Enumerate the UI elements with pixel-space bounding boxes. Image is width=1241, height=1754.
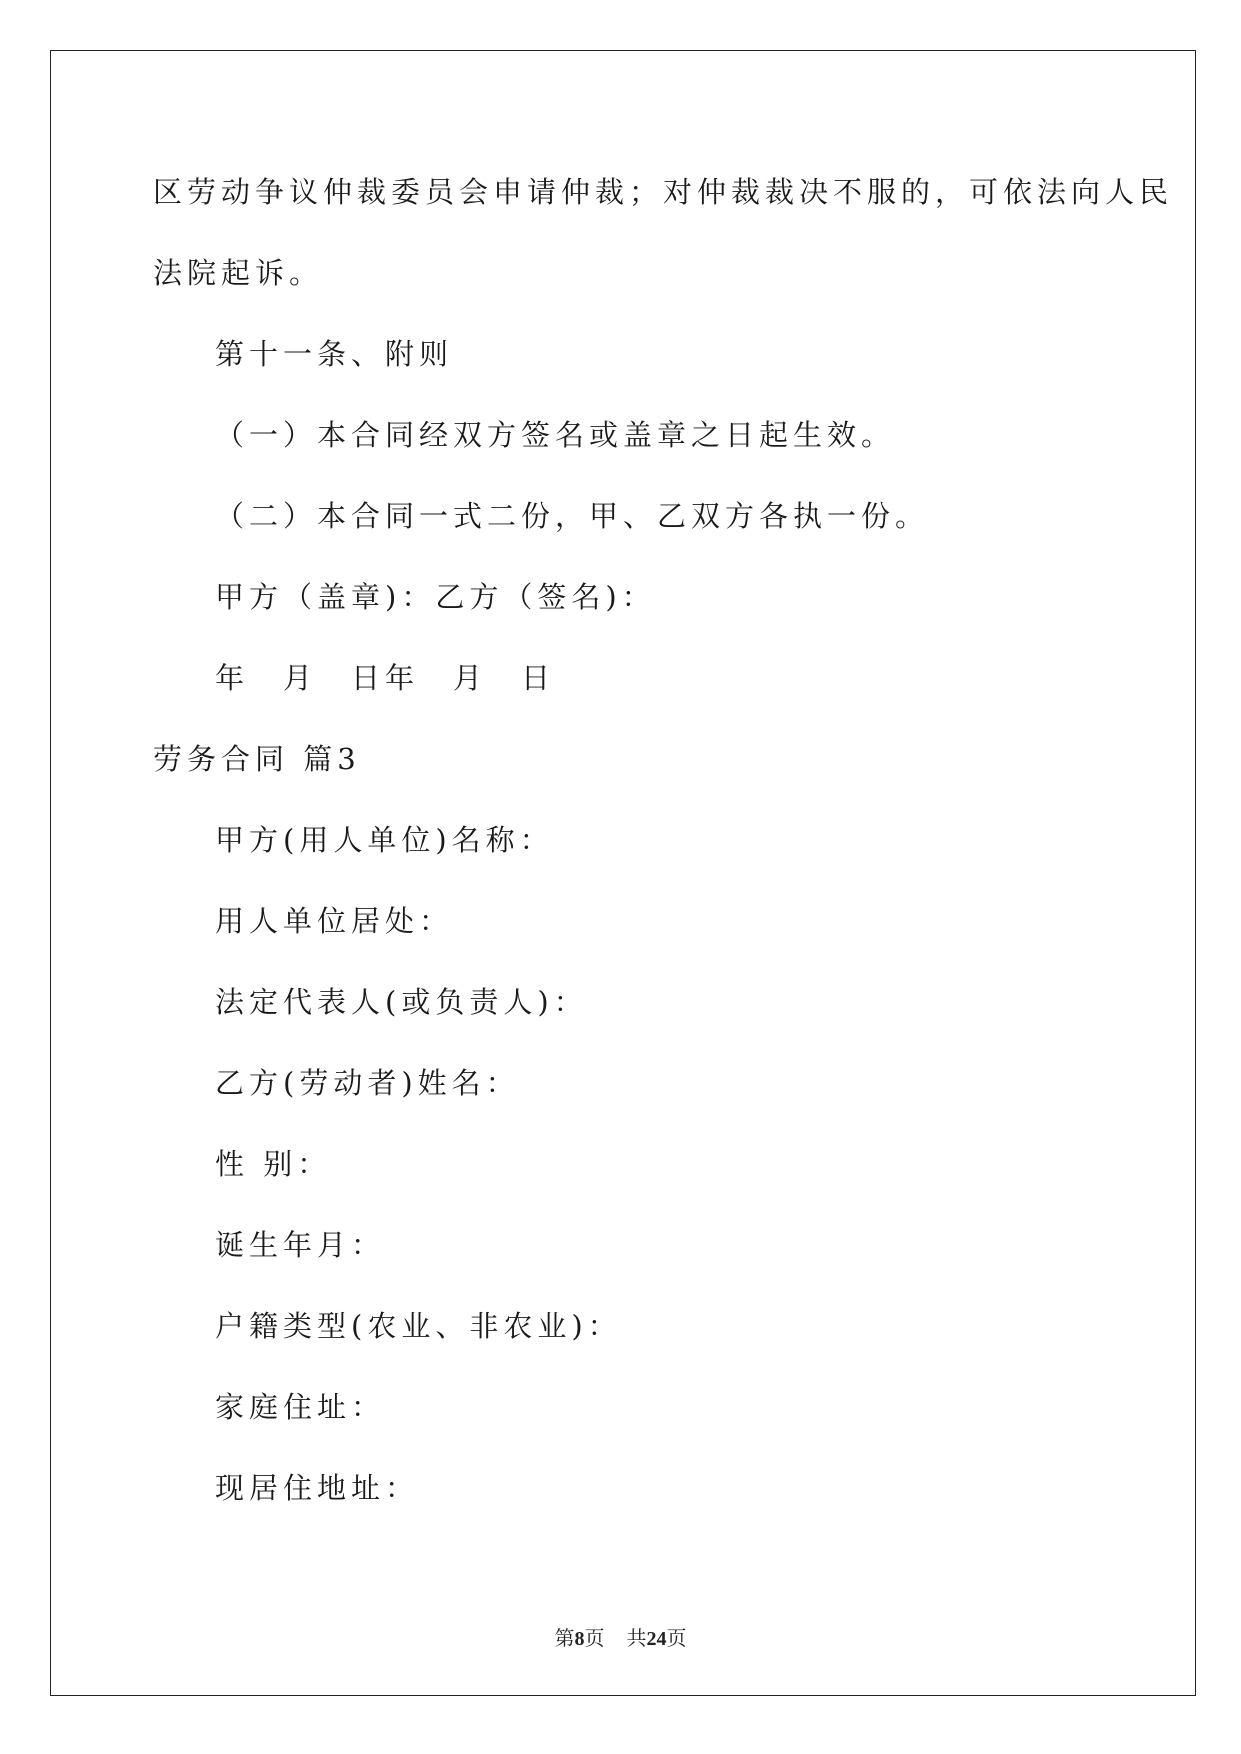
page-prefix: 第 [554,1628,575,1650]
paragraph-line: 法院起诉。 [153,256,324,290]
paragraph-line: 区劳动争议仲裁委员会申请仲裁；对仲裁裁决不服的，可依法向人民 [153,175,1174,209]
page-border [50,50,1196,1696]
form-field-label: 用人单位居处： [215,904,454,938]
form-field-label: 乙方(劳动者)姓名： [215,1066,520,1100]
total-suffix: 页 [666,1628,687,1650]
form-field-label: 性 别： [215,1147,332,1181]
clause-item: （一）本合同经双方签名或盖章之日起生效。 [215,418,896,452]
section-title: 劳务合同 篇3 [153,742,361,776]
signature-line: 甲方（盖章)：乙方（签名)： [215,580,656,614]
page-number: 8 [574,1628,585,1650]
form-field-label: 家庭住址： [215,1390,386,1424]
page-suffix: 页 [584,1628,605,1650]
form-field-label: 现居住地址： [215,1471,420,1505]
form-field-label: 甲方(用人单位)名称： [215,823,554,857]
page-footer [0,1622,1241,1651]
form-field-label: 诞生年月： [215,1228,386,1262]
date-line: 年 月 日年 月 日 [215,661,556,695]
form-field-label: 户籍类型(农业、非农业)： [215,1309,622,1343]
total-prefix: 共 [626,1628,647,1650]
total-pages: 24 [646,1628,667,1650]
article-heading: 第十一条、附则 [215,337,454,371]
clause-item: （二）本合同一式二份，甲、乙双方各执一份。 [215,499,930,533]
form-field-label: 法定代表人(或负责人)： [215,985,588,1019]
